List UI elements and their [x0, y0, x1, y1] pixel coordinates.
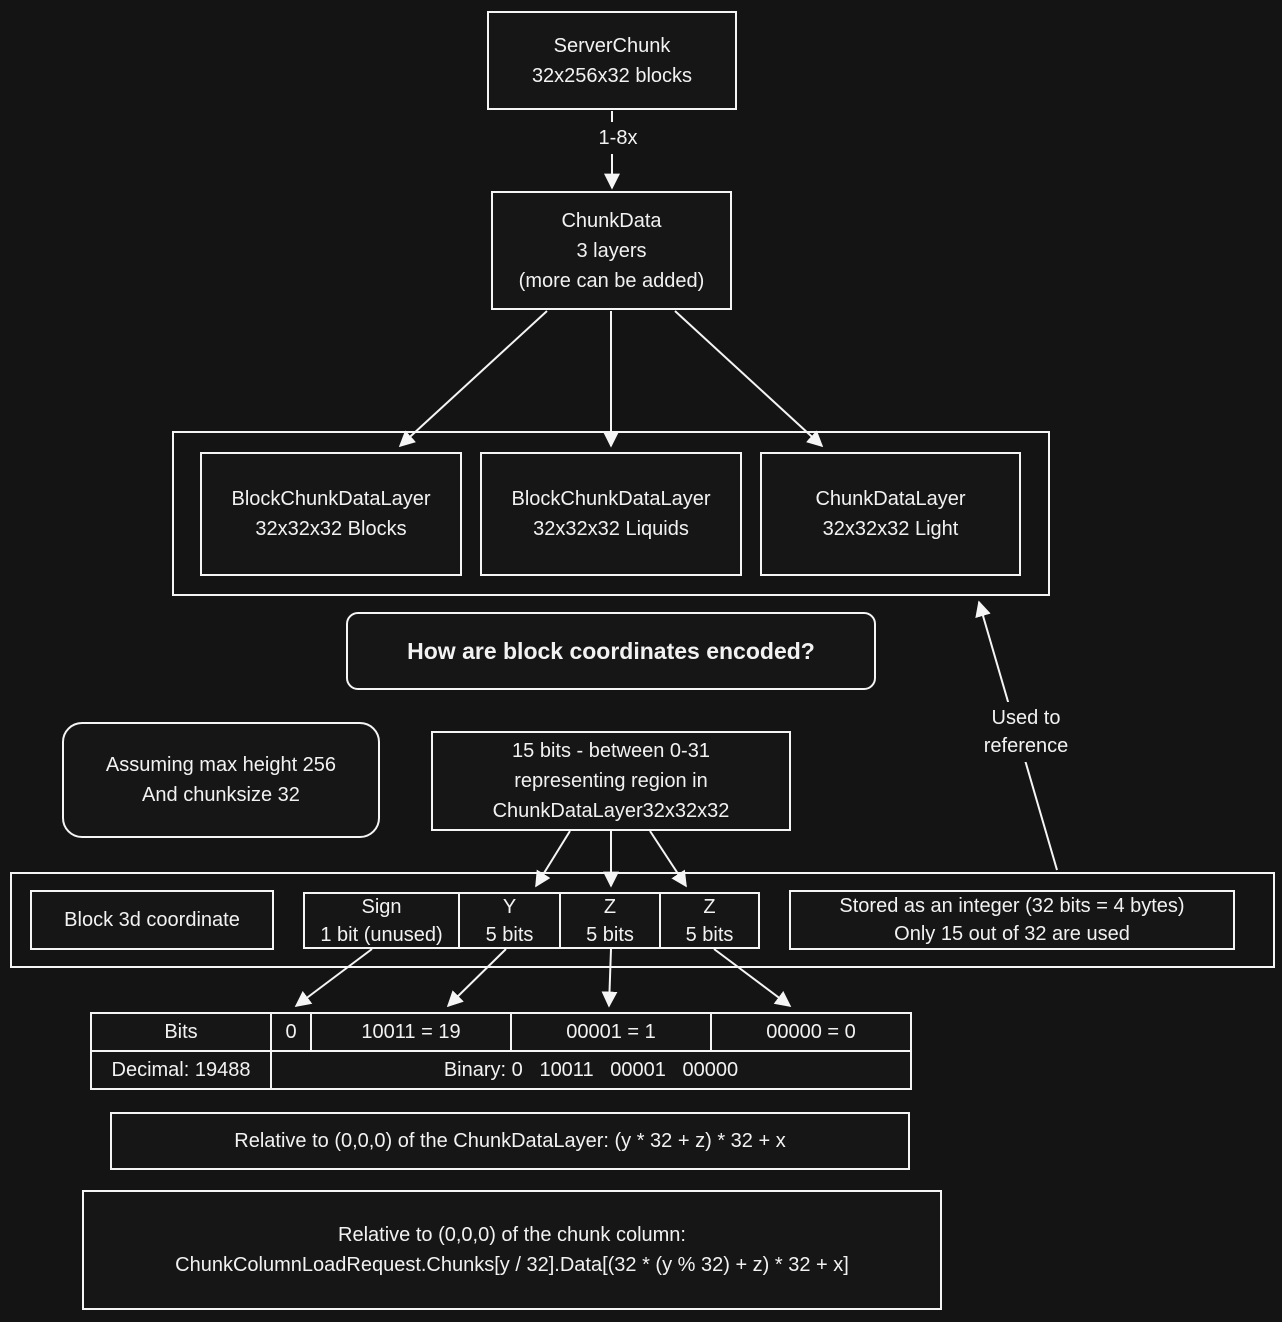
multiplicity-text: 1-8x — [598, 127, 638, 149]
layer-blocks-size: 32x32x32 Blocks — [255, 518, 407, 540]
field-z2 — [659, 892, 760, 949]
bits-table-sign-cell — [270, 1012, 312, 1052]
bits-table-z2-cell — [710, 1012, 912, 1052]
chunk-data-title: ChunkData — [561, 209, 662, 232]
layer-light-node — [760, 452, 1021, 576]
multiplicity-label — [574, 122, 662, 154]
field-sign-bits: 1 bit (unused) — [320, 923, 443, 946]
chunk-data-note: (more can be added) — [518, 269, 705, 292]
chunk-data-node — [491, 191, 732, 310]
stored-note — [789, 890, 1235, 950]
assumption-line2: And chunksize 32 — [142, 784, 300, 806]
field-z1 — [559, 892, 661, 949]
bits-z1-value: 00001 = 1 — [566, 1021, 656, 1043]
bits-label: Bits — [164, 1021, 198, 1043]
field-y-bits: 5 bits — [485, 923, 534, 946]
server-chunk-title: ServerChunk — [553, 34, 671, 57]
field-sign — [303, 892, 460, 949]
bits-z2-value: 00000 = 0 — [766, 1021, 856, 1043]
decimal-value: Decimal: 19488 — [111, 1059, 251, 1081]
bits15-line3: ChunkDataLayer32x32x32 — [492, 800, 730, 822]
block3d-label: Block 3d coordinate — [64, 909, 240, 931]
block3d-node — [30, 890, 274, 950]
field-z1-bits: 5 bits — [586, 923, 634, 946]
assumption-line1: Assuming max height 256 — [105, 754, 337, 776]
field-z2-name: Z — [703, 895, 716, 918]
server-chunk-size: 32x256x32 blocks — [531, 64, 693, 87]
field-z1-name: Z — [603, 895, 617, 918]
used-to-reference-label — [950, 702, 1102, 762]
arrow-chunkdata-to-blocks — [400, 311, 547, 446]
bits-table-decimal-cell — [90, 1050, 272, 1090]
field-y-name: Y — [502, 895, 517, 918]
relative-column-line1: Relative to (0,0,0) of the chunk column: — [338, 1224, 686, 1246]
bits-table-z1-cell — [510, 1012, 712, 1052]
field-y — [458, 892, 561, 949]
arrow-chunkdata-to-light — [675, 311, 822, 446]
layer-blocks-node — [200, 452, 462, 576]
binary-value: Binary: 0 10011 00001 00000 — [443, 1059, 739, 1081]
layer-liquids-node — [480, 452, 742, 576]
assumption-note — [62, 722, 380, 838]
server-chunk-node — [487, 11, 737, 110]
reference-line: reference — [983, 735, 1069, 757]
layer-liquids-size: 32x32x32 Liquids — [533, 518, 689, 540]
layer-light-size: 32x32x32 Light — [822, 518, 959, 540]
question-header — [346, 612, 876, 690]
field-z2-bits: 5 bits — [685, 923, 734, 946]
relative-layer-formula — [110, 1112, 910, 1170]
chunk-data-layers: 3 layers — [576, 239, 647, 262]
layer-light-title: ChunkDataLayer — [815, 488, 966, 510]
relative-column-line2: ChunkColumnLoadRequest.Chunks[y / 32].Data[(32 * (y % 32) + z) * 32 + x] — [175, 1254, 849, 1276]
bits-y-value: 10011 = 19 — [361, 1021, 461, 1043]
layer-blocks-title: BlockChunkDataLayer — [231, 488, 431, 510]
stored-line2: Only 15 out of 32 are used — [894, 923, 1130, 945]
bits15-line1: 15 bits - between 0-31 — [512, 740, 710, 762]
field-sign-name: Sign — [361, 895, 402, 918]
bits15-node — [431, 731, 791, 831]
relative-layer-text: Relative to (0,0,0) of the ChunkDataLayer: (y * 32 + z) * 32 + x — [234, 1130, 786, 1152]
bits-table-binary-cell — [270, 1050, 912, 1090]
stored-line1: Stored as an integer (32 bits = 4 bytes) — [839, 895, 1185, 917]
bits-table-y-cell — [310, 1012, 512, 1052]
bits-table-header — [90, 1012, 272, 1052]
used-to-line: Used to — [991, 707, 1061, 729]
layer-liquids-title: BlockChunkDataLayer — [511, 488, 711, 510]
bits15-line2: representing region in — [514, 770, 708, 792]
bits-sign-value: 0 — [285, 1021, 297, 1043]
relative-column-formula — [82, 1190, 942, 1310]
question-text: How are block coordinates encoded? — [407, 638, 815, 664]
